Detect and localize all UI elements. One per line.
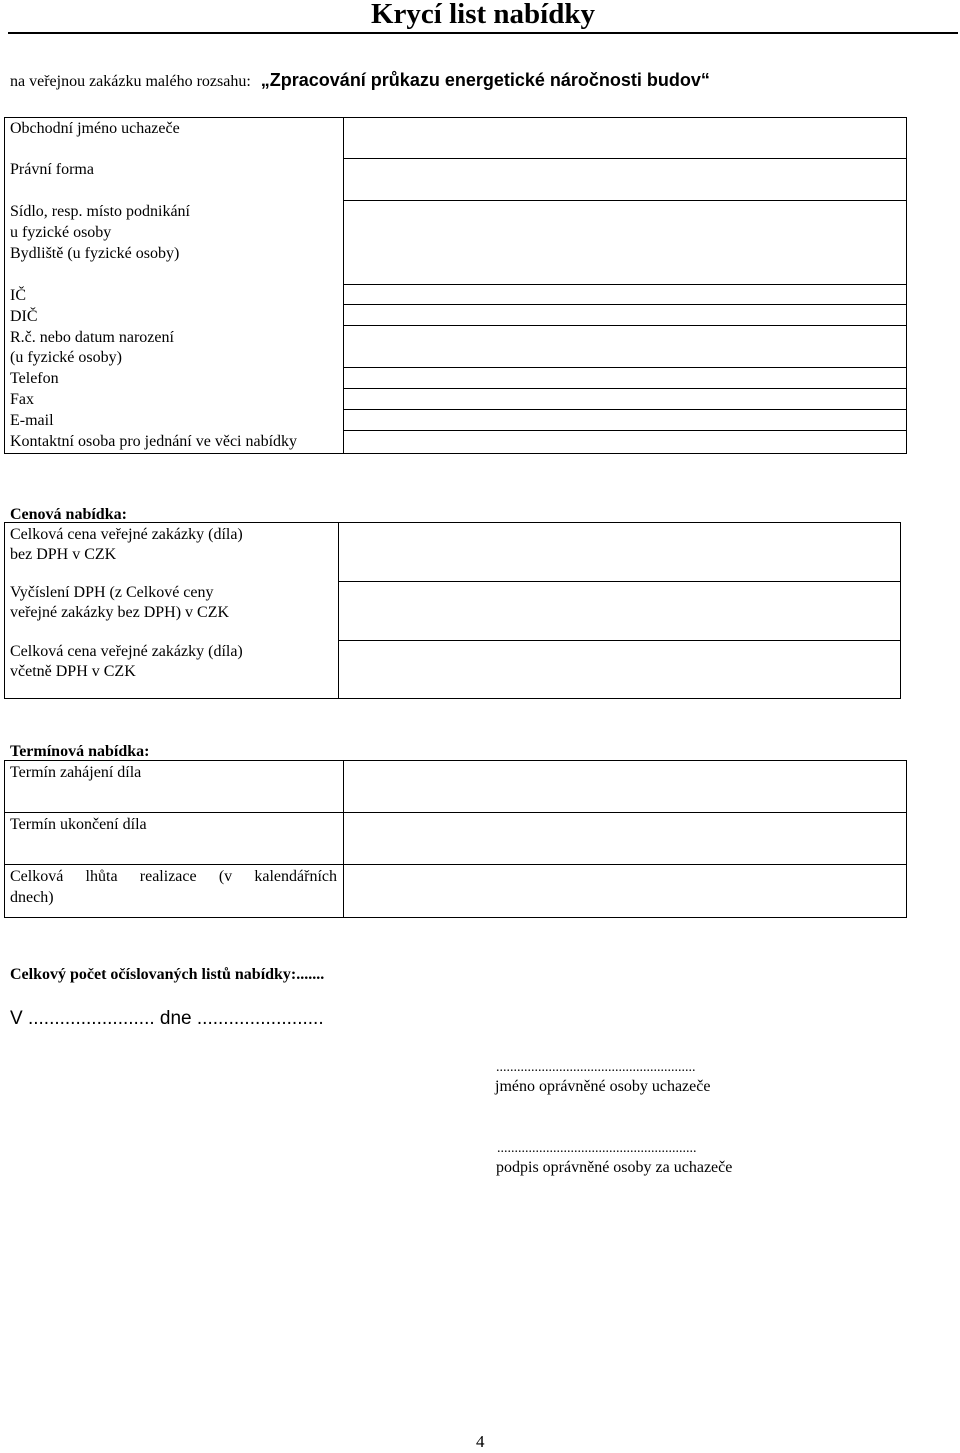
email-label: E-mail: [10, 412, 54, 429]
price-with-vat-label-line1: Celková cena veřejné zakázky (díla): [10, 643, 243, 660]
price-with-vat-label-line2: včetně DPH v CZK: [10, 663, 136, 680]
fax-label: Fax: [10, 391, 34, 408]
schedule-table-column-divider: [343, 760, 344, 918]
bidder-table-row-divider: [343, 200, 907, 201]
subject-label: na veřejnou zakázku malého rozsahu:: [10, 73, 251, 90]
start-date-label: Termín zahájení díla: [10, 764, 142, 781]
vat-amount-label-line2: veřejné zakázky bez DPH) v CZK: [10, 604, 230, 621]
bidder-table-row-divider: [343, 430, 907, 431]
schedule-table-row-divider: [4, 864, 907, 865]
authorized-name-label: jméno oprávněné osoby uchazeče: [495, 1078, 711, 1095]
title-divider: [8, 32, 958, 34]
contact-person-label: Kontaktní osoba pro jednání ve věci nabídky: [10, 433, 298, 450]
birth-label-line2: (u fyzické osoby): [10, 349, 122, 366]
bidder-table-row-divider: [343, 367, 907, 368]
residence-label: Bydliště (u fyzické osoby): [10, 245, 180, 262]
bidder-table-column-divider: [343, 117, 344, 454]
ic-label: IČ: [10, 287, 26, 304]
place-and-date: V ........................ dne ........................: [10, 1008, 324, 1029]
duration-label-line1: Celková lhůta realizace (v kalendářních: [10, 868, 337, 885]
seat-label-line1: Sídlo, resp. místo podnikání: [10, 203, 190, 220]
vat-amount-label-line1: Vyčíslení DPH (z Celkové ceny: [10, 584, 214, 601]
authorized-name-dots: .........................................................: [496, 1060, 696, 1075]
bidder-table-row-divider: [343, 284, 907, 285]
signature-dots: .........................................................: [497, 1141, 697, 1156]
page-number: 4: [476, 1432, 485, 1451]
duration-label-line2: dnech): [10, 889, 54, 906]
legal-form-label: Právní forma: [10, 161, 94, 178]
subject-name: „Zpracování průkazu energetické náročnosti budov“: [260, 70, 710, 90]
bidder-table-row-divider: [343, 325, 907, 326]
phone-label: Telefon: [10, 370, 59, 387]
schedule-offer-heading: Termínová nabídka:: [10, 743, 150, 760]
birth-label-line1: R.č. nebo datum narození: [10, 329, 174, 346]
bidder-info-table: [4, 117, 907, 454]
price-table-column-divider: [338, 522, 339, 699]
contract-subject: [10, 68, 710, 94]
dic-label: DIČ: [10, 308, 38, 325]
bidder-table-row-divider: [343, 409, 907, 410]
page-title: Krycí list nabídky: [371, 0, 595, 30]
numbered-pages-count: Celkový počet očíslovaných listů nabídky:.......: [10, 966, 325, 983]
signature-label: podpis oprávněné osoby za uchazeče: [496, 1159, 733, 1176]
price-without-vat-label-line2: bez DPH v CZK: [10, 546, 117, 563]
bidder-table-row-divider: [343, 158, 907, 159]
price-without-vat-label-line1: Celková cena veřejné zakázky (díla): [10, 526, 243, 543]
business-name-label: Obchodní jméno uchazeče: [10, 120, 180, 137]
seat-label-line2: u fyzické osoby: [10, 224, 112, 241]
price-table-row-divider: [338, 640, 901, 641]
bidder-table-row-divider: [343, 304, 907, 305]
price-table-row-divider: [338, 581, 901, 582]
bidder-table-row-divider: [343, 388, 907, 389]
schedule-table-row-divider: [4, 812, 907, 813]
price-offer-heading: Cenová nabídka:: [10, 506, 127, 523]
end-date-label: Termín ukončení díla: [10, 816, 147, 833]
schedule-offer-table: [4, 760, 907, 918]
